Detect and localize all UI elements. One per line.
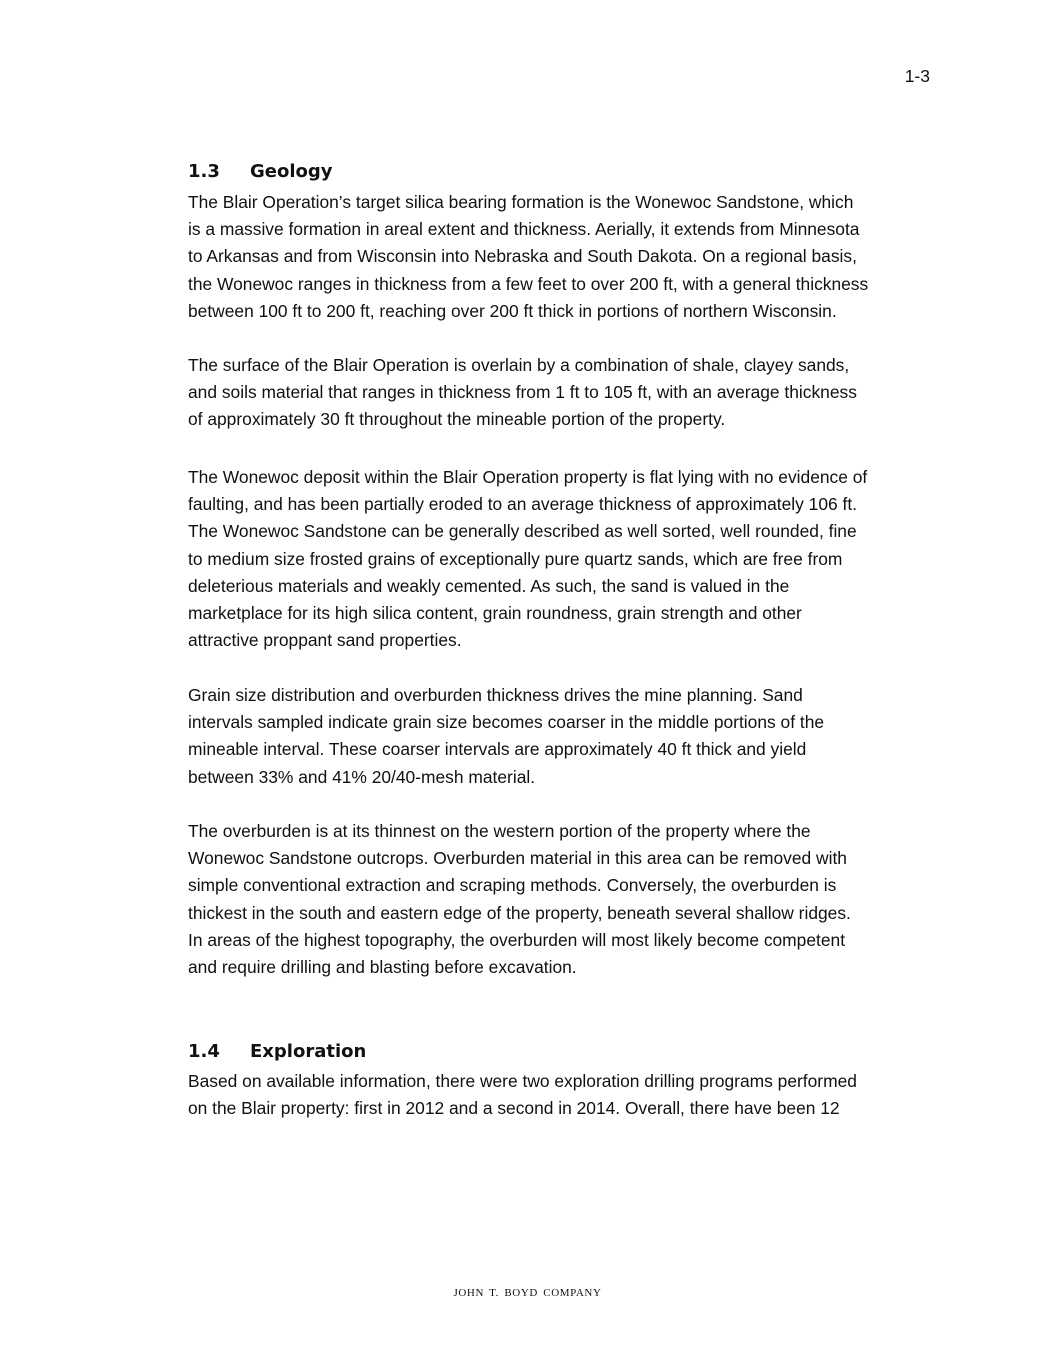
text-line: the Wonewoc ranges in thickness from a few feet to over 200 ft, with a general thickness — [188, 273, 869, 294]
text-line: In areas of the highest topography, the overburden will most likely become competent — [188, 929, 846, 950]
paragraph-geology-surface — [188, 352, 933, 434]
text-line: and require drilling and blasting before excavation. — [188, 957, 577, 978]
page-footer: JOHN T. BOYD COMPANY — [453, 1287, 602, 1299]
text-line: The Blair Operation’s target silica bearing formation is the Wonewoc Sandstone, which — [188, 192, 854, 212]
text-line: The Wonewoc Sandstone can be generally described as well sorted, well rounded, fine — [188, 521, 857, 542]
text-line: intervals sampled indicate grain size becomes coarser in the middle portions of the — [188, 712, 825, 733]
section-number: 1.4 — [188, 1041, 220, 1062]
text-line: Based on available information, there were two exploration drilling programs performed — [188, 1071, 857, 1091]
text-line: Wonewoc Sandstone outcrops. Overburden material in this area can be removed with — [188, 848, 847, 869]
paragraph-geology-formation — [188, 189, 933, 325]
paragraph-geology-deposit — [188, 464, 933, 654]
text-line: The overburden is at its thinnest on the western portion of the property where the — [188, 821, 811, 841]
paragraph-exploration-programs — [188, 1068, 933, 1122]
text-line: mineable interval. These coarser intervals are approximately 40 ft thick and yield — [188, 739, 807, 760]
text-line: simple conventional extraction and scraping methods. Conversely, the overburden is — [188, 875, 837, 896]
text-line: between 33% and 41% 20/40-mesh material. — [188, 766, 536, 787]
page-number: 1-3 — [904, 66, 930, 86]
section-heading-geology — [188, 160, 333, 184]
section-title: Exploration — [250, 1041, 367, 1062]
text-line: to medium size frosted grains of exceptionally pure quartz sands, which are free from — [188, 548, 843, 569]
text-line: deleterious materials and weakly cemented. As such, the sand is valued in the — [188, 575, 790, 596]
text-line: of approximately 30 ft throughout the mineable portion of the property. — [188, 409, 726, 430]
text-line: between 100 ft to 200 ft, reaching over 200 ft thick in portions of northern Wisconsin. — [188, 300, 837, 321]
text-line: The surface of the Blair Operation is overlain by a combination of shale, clayey sands, — [188, 355, 850, 375]
section-heading-exploration — [188, 1040, 366, 1064]
text-line: marketplace for its high silica content, grain roundness, grain strength and other — [188, 603, 802, 624]
section-title: Geology — [250, 161, 333, 182]
text-line: on the Blair property: first in 2012 and a second in 2014. Overall, there have been 12 — [188, 1098, 840, 1119]
section-number: 1.3 — [188, 161, 220, 182]
text-line: faulting, and has been partially eroded to an average thickness of approximately 106 ft. — [188, 494, 857, 515]
text-line: The Wonewoc deposit within the Blair Operation property is flat lying with no evidence of — [188, 467, 868, 487]
text-line: and soils material that ranges in thickness from 1 ft to 105 ft, with an average thickness — [188, 382, 857, 403]
text-line: thickest in the south and eastern edge of the property, beneath several shallow ridges. — [188, 902, 851, 923]
paragraph-geology-overburden — [188, 818, 933, 981]
text-line: is a massive formation in areal extent and thickness. Aerially, it extends from Minnesota — [188, 219, 860, 240]
paragraph-geology-grain-size — [188, 682, 933, 791]
text-line: attractive proppant sand properties. — [188, 630, 462, 651]
text-line: Grain size distribution and overburden thickness drives the mine planning. Sand — [188, 685, 803, 705]
text-line: to Arkansas and from Wisconsin into Nebraska and South Dakota. On a regional basis, — [188, 246, 857, 267]
